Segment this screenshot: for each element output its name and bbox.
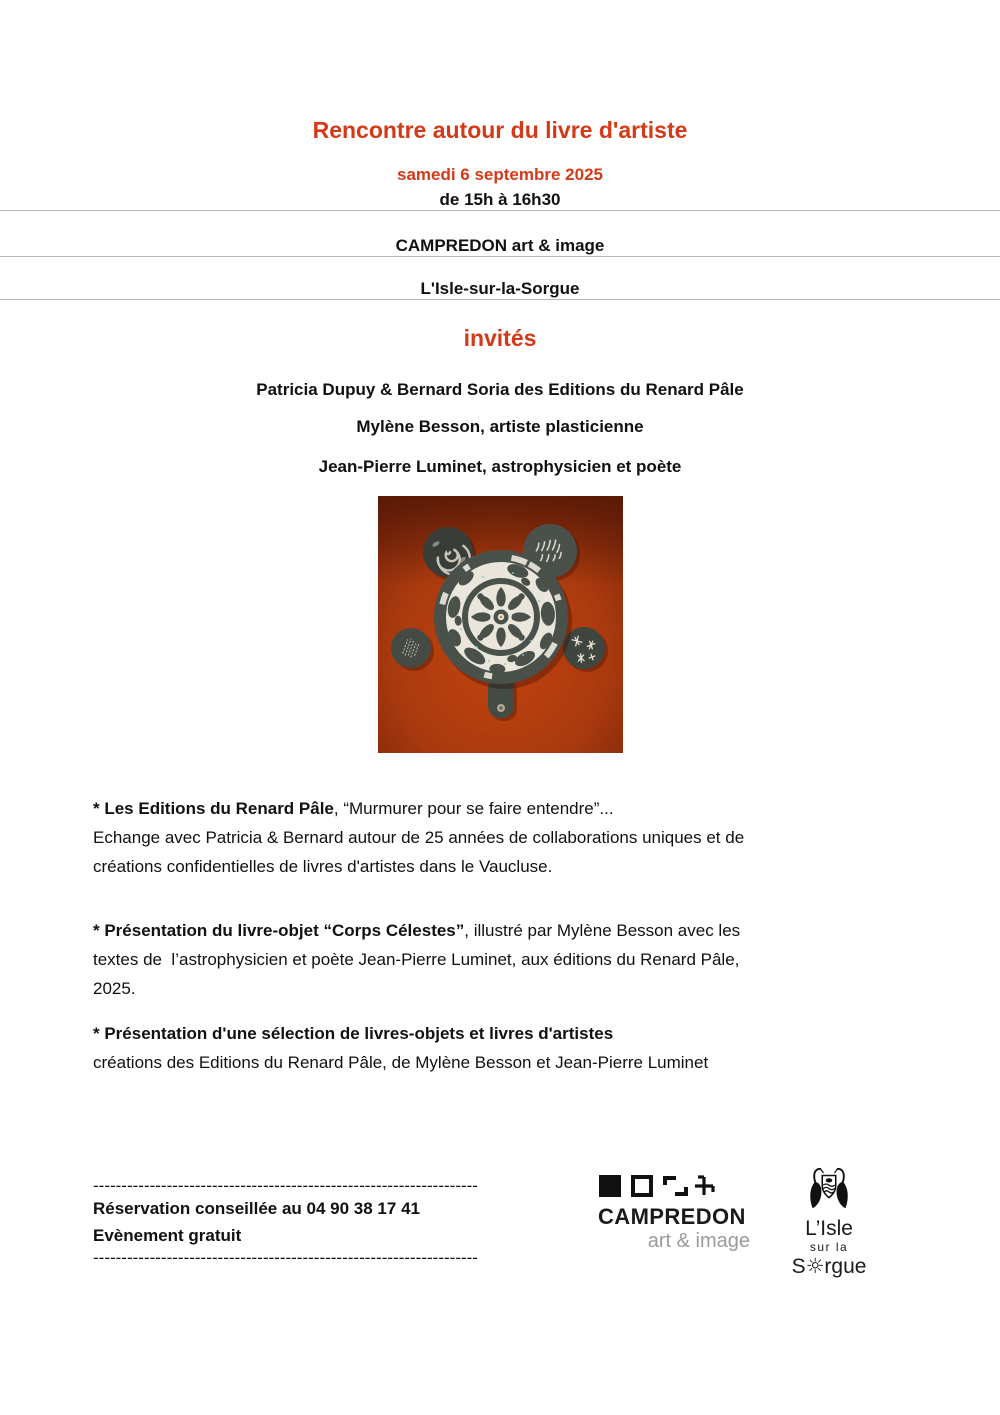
city-name: L'Isle-sur-la-Sorgue <box>420 279 580 298</box>
program-item-text: Echange avec Patricia & Bernard autour de 25 années de collaborations uniques et de <box>93 828 745 847</box>
campredon-tagline: art & image <box>647 1230 750 1252</box>
footer <box>93 1177 907 1337</box>
program-item-text: 2025. <box>93 979 136 998</box>
program-item-lead: * Présentation d'une sélection de livres-objets et livres d'artistes <box>93 1024 614 1043</box>
venue-name: CAMPREDON art & image <box>395 236 605 255</box>
program-item-editions <box>93 794 907 881</box>
event-time: de 15h à 16h30 <box>439 190 561 209</box>
outline-square-icon <box>633 1177 651 1195</box>
divider <box>0 299 1000 300</box>
guest-name: Jean-Pierre Luminet, astrophysicien et poète <box>318 457 682 476</box>
page-title: Rencontre autour du livre d'artiste <box>312 117 688 143</box>
program-item-lead-rest: , “Murmurer pour se faire entendre”... <box>333 799 614 818</box>
lisle-line3-pre: S <box>791 1255 806 1278</box>
campredon-glyphs-icon <box>598 1174 718 1198</box>
program-item-text: créations des Editions du Renard Pâle, de Mylène Besson et Jean-Pierre Luminet <box>93 1053 709 1072</box>
free-event-label: Evènement gratuit <box>93 1226 242 1245</box>
lisle-line3 <box>786 1254 872 1279</box>
guests-heading: invités <box>463 325 537 351</box>
corner-brackets-icon <box>665 1178 686 1194</box>
program-item-selection <box>93 1019 907 1077</box>
guest-name: Patricia Dupuy & Bernard Soria des Editions du Renard Pâle <box>256 380 744 399</box>
program-item-lead: * Les Editions du Renard Pâle <box>93 799 334 818</box>
program-item-text: textes de l’astrophysicien et poète Jean-Pierre Luminet, aux éditions du Renard Pâle, <box>93 950 740 969</box>
artwork-photo <box>378 496 623 753</box>
program-item-lead-rest: , illustré par Mylène Besson avec les <box>464 921 741 940</box>
filled-square-icon <box>599 1175 621 1197</box>
campredon-name: CAMPREDON <box>598 1204 746 1229</box>
program-item-text: créations confidentielles de livres d'artistes dans le Vaucluse. <box>93 857 553 876</box>
campredon-logo <box>598 1174 750 1252</box>
guest-name: Mylène Besson, artiste plasticienne <box>356 417 644 436</box>
program-item-lead: * Présentation du livre-objet “Corps Célestes” <box>93 921 465 940</box>
dashed-separator: -------------------------------------------------------------------- <box>93 1248 478 1267</box>
program-item-corps-celestes <box>93 916 907 1003</box>
dashed-separator: -------------------------------------------------------------------- <box>93 1176 478 1195</box>
birds-crest-icon <box>798 1163 860 1215</box>
crosshair-plus-icon <box>695 1177 713 1195</box>
sun-o-icon: ☼ <box>805 1254 825 1278</box>
event-date: samedi 6 septembre 2025 <box>396 165 603 184</box>
reservation-info: Réservation conseillée au 04 90 38 17 41 <box>93 1199 420 1218</box>
divider <box>0 210 1000 211</box>
divider <box>0 256 1000 257</box>
lisle-line3-post: rgue <box>824 1255 867 1278</box>
lisle-sorgue-logo <box>786 1163 872 1279</box>
lisle-line1: L’Isle <box>805 1217 853 1240</box>
lisle-line2: sur la <box>809 1240 849 1254</box>
